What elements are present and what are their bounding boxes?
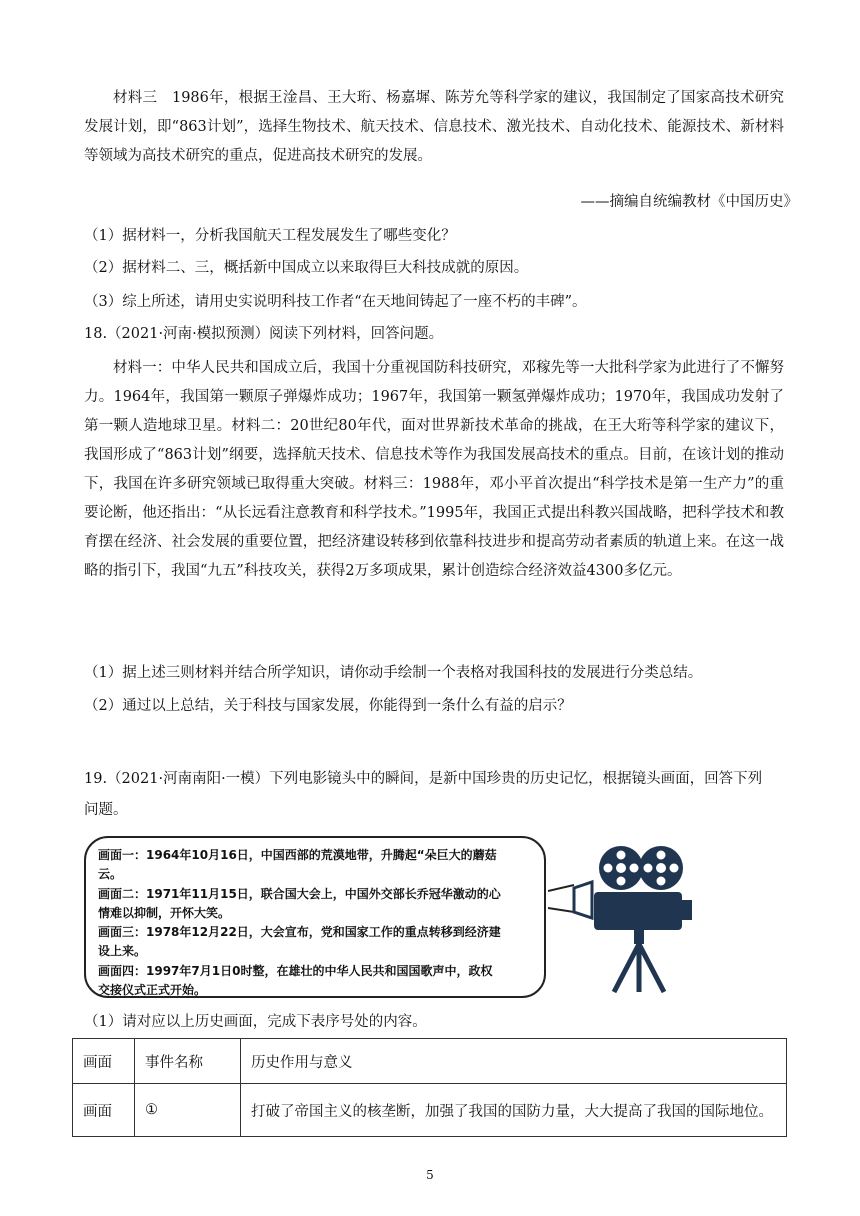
q18-title: 18.（2021·河南·模拟预测）阅读下列材料，回答问题。 [84,326,444,342]
scene-line: 画面四：1997年7月1日0时整，在雄壮的中华人民共和国国歌声中，政权 [98,963,493,978]
q17-sub-question-3: （3）综上所述，请用史实说明科技工作者“在天地间铸起了一座不朽的丰碑”。 [84,294,587,310]
table-cell: 画面 [73,1084,135,1137]
q19-title-line-1: 19.（2021·河南南阳·一模）下列电影镜头中的瞬间，是新中国珍贵的历史记忆，根据镜头画面，回答下列 [84,771,763,787]
page-number: 5 [426,1168,434,1182]
scene-line: 交接仪式正式开始。 [98,983,207,998]
material-three-paragraph: 材料三 1986年，根据王淦昌、王大珩、杨嘉墀、陈芳允等科学家的建议，我国制定了国家高技术研究发展计划，即“863计划”，选择生物技术、航天技术、信息技术、激光技术、自动化技术、能源技术、新材料等领域为高技术研究的重点，促进高技术研究的发展。 [84,90,784,164]
table-header-cell: 历史作用与意义 [241,1039,787,1084]
table-header-cell: 画面 [73,1039,135,1084]
history-scene-table [72,1038,787,1137]
q17-sub-question-2: （2）据材料二、三，概括新中国成立以来取得巨大科技成就的原因。 [84,260,529,276]
film-projector-icon [548,836,718,996]
table-row [73,1084,787,1137]
scene-line: 云。 [98,867,123,882]
q18-sub-question-1: （1）据上述三则材料并结合所学知识，请你动手绘制一个表格对我国科技的发展进行分类总结。 [84,665,703,681]
q19-title-line-2: 问题。 [84,802,128,818]
table-header-row [73,1039,787,1084]
q18-sub-question-2: （2）通过以上总结，关于科技与国家发展，你能得到一条什么有益的启示？ [84,698,572,714]
scene-description-box [84,836,546,998]
table-header-cell: 事件名称 [135,1039,241,1084]
q18-material-paragraph: 材料一：中华人民共和国成立后，我国十分重视国防科技研究，邓稼先等一大批科学家为此进行了不懈努力。1964年，我国第一颗原子弹爆炸成功；1967年，我国第一颗氢弹爆炸成功；1970年，我国成功发射了第一颗人造地球卫星。材料二：20世纪80年代，面对世界新技术革命的挑战，在王大珩等科学家的建议下，我国形成了“863计划”纲要，选择航天技术、信息技术等作为我国发展高技术的重点。目前，在该计划的推动下，我国在许多研究领域已取得重大突破。材料三：1988年，邓小平首次提出“科学技术是第一生产力”的重要论断，他还指出：“从长远看注意教育和科学技术。”1995年，我国正式提出科教兴国战略，把科学技术和教育摆在经济、社会发展的重要位置，把经济建设转移到依靠科技进步和提高劳动者素质的轨道上来。在这一战略的指引下，我国“九五”科技攻关，获得2万多项成果，累计创造综合经济效益4300多亿元。 [84,360,784,579]
scene-line: 画面三：1978年12月22日，大会宣布，党和国家工作的重点转移到经济建 [98,925,501,940]
q19-sub-question-1: （1）请对应以上历史画面，完成下表序号处的内容。 [84,1014,427,1030]
table-cell: ① [135,1084,241,1137]
scene-line: 设上来。 [98,944,147,959]
scene-line: 画面二：1971年11月15日，联合国大会上，中国外交部长乔冠华激动的心 [98,886,501,901]
q17-sub-question-1: （1）据材料一，分析我国航天工程发展发生了哪些变化？ [84,228,456,244]
scene-line: 画面一：1964年10月16日，中国西部的荒漠地带，升腾起“朵巨大的蘑菇 [98,848,497,862]
material-three-source: ——摘编自统编教材《中国历史》 [580,194,798,210]
table-cell: 打破了帝国主义的核垄断，加强了我国的国防力量，大大提高了我国的国际地位。 [241,1084,787,1137]
scene-line: 情难以抑制，开怀大笑。 [98,905,231,920]
